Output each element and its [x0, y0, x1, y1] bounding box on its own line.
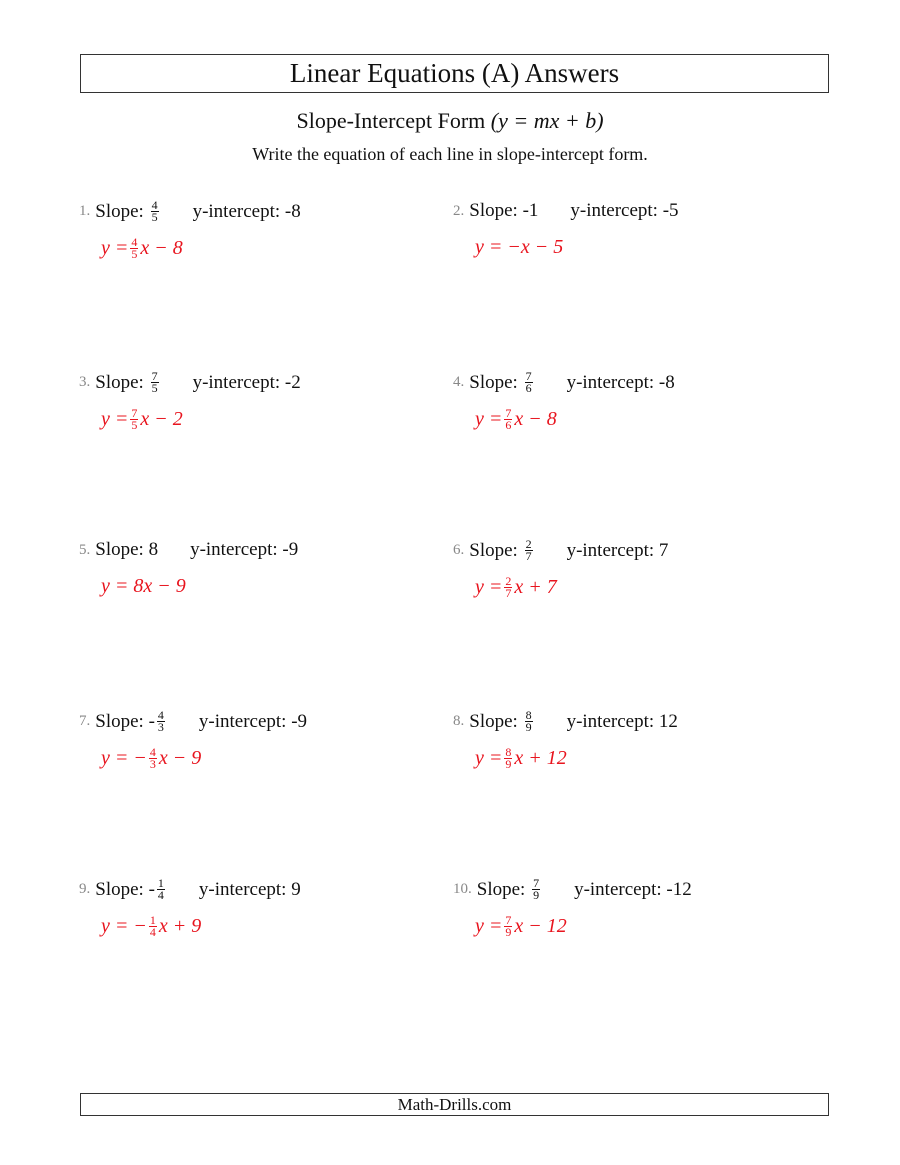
problem-number: 7. — [79, 713, 91, 729]
answer-numerator: 8 — [505, 745, 512, 759]
slope-text: - — [148, 710, 155, 732]
intercept-label: y-intercept: — [198, 710, 287, 732]
answer-lead: y = — [475, 915, 503, 937]
answer-tail: x − 9 — [158, 747, 202, 769]
intercept-value: -5 — [662, 200, 679, 221]
slope-numerator: 4 — [151, 198, 158, 212]
slope-value — [530, 878, 542, 901]
subtitle-formula: (y = mx + b) — [490, 108, 604, 133]
intercept-label: y-intercept: — [574, 878, 662, 900]
problem — [79, 200, 301, 260]
answer-lead: y = − — [101, 915, 147, 937]
answer-fraction — [504, 408, 512, 431]
answer-tail: x − 8 — [514, 408, 557, 430]
answer-numerator: 7 — [505, 406, 512, 420]
answer-denominator: 5 — [131, 418, 138, 432]
problem-question — [453, 200, 679, 222]
answer-tail: x + 7 — [514, 576, 557, 598]
intercept-value: -8 — [284, 200, 301, 222]
answer-numerator: 1 — [149, 913, 156, 927]
problem — [453, 200, 679, 259]
intercept-value: 7 — [658, 539, 669, 561]
slope-value — [149, 710, 167, 733]
problem-number: 6. — [453, 542, 465, 558]
answer-fraction — [149, 747, 157, 770]
slope-denominator: 4 — [157, 888, 164, 902]
problem-number: 10. — [453, 881, 472, 897]
intercept-value: 12 — [658, 710, 678, 732]
intercept-label: y-intercept: — [190, 539, 278, 560]
problem-number: 3. — [79, 374, 91, 390]
answer-lead: y = — [475, 408, 503, 430]
answer-lead: y = 8x − 9 — [101, 575, 186, 597]
problem-number: 2. — [453, 202, 465, 219]
answer-lead: y = — [475, 576, 503, 598]
problem-question — [453, 539, 668, 562]
footer-site: Math-Drills.com — [80, 1093, 829, 1116]
slope-value — [149, 539, 159, 561]
slope-label: Slope: — [95, 878, 144, 900]
slope-label: Slope: — [95, 371, 144, 393]
slope-value — [523, 200, 539, 222]
intercept-label: y-intercept: — [570, 200, 658, 221]
slope-denominator: 9 — [533, 888, 540, 902]
slope-fraction — [525, 539, 533, 562]
problem-number: 4. — [453, 374, 465, 390]
answer-fraction — [504, 915, 512, 938]
slope-numerator: 1 — [157, 876, 164, 890]
answer-denominator: 7 — [505, 586, 512, 600]
intercept-label: y-intercept: — [192, 200, 281, 222]
answer-equation — [101, 408, 301, 431]
answer-numerator: 4 — [131, 235, 138, 249]
slope-text: 8 — [148, 539, 159, 560]
slope-value — [149, 371, 161, 394]
slope-denominator: 3 — [157, 720, 164, 734]
answer-lead: y = − — [101, 747, 147, 769]
answer-lead: y = — [475, 747, 503, 769]
slope-fraction — [532, 878, 540, 901]
slope-denominator: 6 — [525, 381, 532, 395]
answer-tail: x − 8 — [140, 237, 183, 259]
slope-denominator: 7 — [525, 549, 532, 563]
slope-denominator: 5 — [151, 210, 158, 224]
slope-fraction — [157, 878, 165, 901]
slope-numerator: 2 — [525, 537, 532, 551]
answer-lead: y = — [101, 408, 129, 430]
subtitle — [0, 108, 900, 134]
answer-equation — [475, 236, 679, 259]
answer-denominator: 9 — [505, 925, 512, 939]
problem — [79, 539, 298, 598]
slope-label: Slope: — [95, 539, 144, 560]
problem-question — [453, 710, 678, 733]
problem-question — [453, 878, 692, 901]
answer-fraction — [130, 408, 138, 431]
answer-equation — [101, 575, 298, 598]
intercept-label: y-intercept: — [566, 371, 655, 393]
intercept-label: y-intercept: — [566, 710, 655, 732]
intercept-label: y-intercept: — [566, 539, 655, 561]
intercept-label: y-intercept: — [192, 371, 281, 393]
answer-equation — [475, 576, 668, 599]
problem — [453, 710, 678, 770]
problem-number: 8. — [453, 713, 465, 729]
problem — [453, 878, 692, 938]
slope-label: Slope: — [469, 539, 518, 561]
answer-denominator: 6 — [505, 418, 512, 432]
problem — [79, 878, 301, 938]
answer-numerator: 7 — [505, 913, 512, 927]
slope-text: -1 — [522, 200, 539, 221]
answer-denominator: 3 — [149, 757, 156, 771]
problem-number: 9. — [79, 881, 91, 897]
answer-fraction — [149, 915, 157, 938]
worksheet-title: Linear Equations (A) Answers — [80, 54, 829, 93]
slope-denominator: 5 — [151, 381, 158, 395]
answer-fraction — [504, 747, 512, 770]
slope-label: Slope: — [469, 200, 518, 221]
answer-equation — [101, 747, 307, 770]
problem-question — [79, 878, 301, 901]
intercept-value: -9 — [282, 539, 299, 560]
problem — [79, 710, 307, 770]
answer-lead: y = −x − 5 — [475, 236, 564, 258]
answer-numerator: 7 — [131, 406, 138, 420]
subtitle-text: Slope-Intercept Form — [296, 108, 486, 133]
slope-denominator: 9 — [525, 720, 532, 734]
intercept-value: -12 — [666, 878, 692, 900]
problem-question — [79, 371, 301, 394]
slope-text: - — [148, 878, 155, 900]
slope-fraction — [157, 710, 165, 733]
slope-fraction — [525, 371, 533, 394]
slope-value — [523, 710, 535, 733]
answer-fraction — [130, 237, 138, 260]
slope-fraction — [151, 371, 159, 394]
slope-label: Slope: — [469, 371, 518, 393]
slope-numerator: 7 — [151, 369, 158, 383]
problem — [453, 539, 668, 599]
problem-question — [79, 200, 301, 223]
answer-equation — [101, 915, 301, 938]
answer-fraction — [504, 576, 512, 599]
problem-question — [453, 371, 675, 394]
problem-question — [79, 710, 307, 733]
answer-equation — [101, 237, 301, 260]
answer-denominator: 9 — [505, 757, 512, 771]
slope-numerator: 8 — [525, 708, 532, 722]
problem — [453, 371, 675, 431]
slope-value — [149, 878, 167, 901]
slope-numerator: 4 — [157, 708, 164, 722]
answer-lead: y = — [101, 237, 129, 259]
problem-number: 5. — [79, 541, 91, 558]
answer-tail: x − 12 — [514, 915, 567, 937]
answer-equation — [475, 408, 675, 431]
slope-value — [523, 539, 535, 562]
intercept-value: -9 — [291, 710, 308, 732]
slope-label: Slope: — [95, 710, 144, 732]
slope-value — [149, 200, 161, 223]
problem — [79, 371, 301, 431]
answer-denominator: 4 — [149, 925, 156, 939]
slope-label: Slope: — [469, 710, 518, 732]
answer-tail: x + 12 — [514, 747, 567, 769]
answer-numerator: 2 — [505, 574, 512, 588]
answer-denominator: 5 — [131, 247, 138, 261]
instructions: Write the equation of each line in slope-intercept form. — [252, 144, 648, 164]
slope-label: Slope: — [95, 200, 144, 222]
answer-equation — [475, 915, 692, 938]
slope-value — [523, 371, 535, 394]
answer-numerator: 4 — [149, 745, 156, 759]
answer-tail: x + 9 — [158, 915, 202, 937]
intercept-value: -2 — [284, 371, 301, 393]
intercept-label: y-intercept: — [198, 878, 287, 900]
intercept-value: 9 — [291, 878, 301, 900]
slope-label: Slope: — [476, 878, 526, 900]
slope-fraction — [525, 710, 533, 733]
answer-tail: x − 2 — [140, 408, 183, 430]
slope-numerator: 7 — [525, 369, 532, 383]
problem-question — [79, 539, 298, 561]
slope-fraction — [151, 200, 159, 223]
answer-equation — [475, 747, 678, 770]
problem-number: 1. — [79, 203, 91, 219]
intercept-value: -8 — [658, 371, 675, 393]
slope-numerator: 7 — [533, 876, 540, 890]
